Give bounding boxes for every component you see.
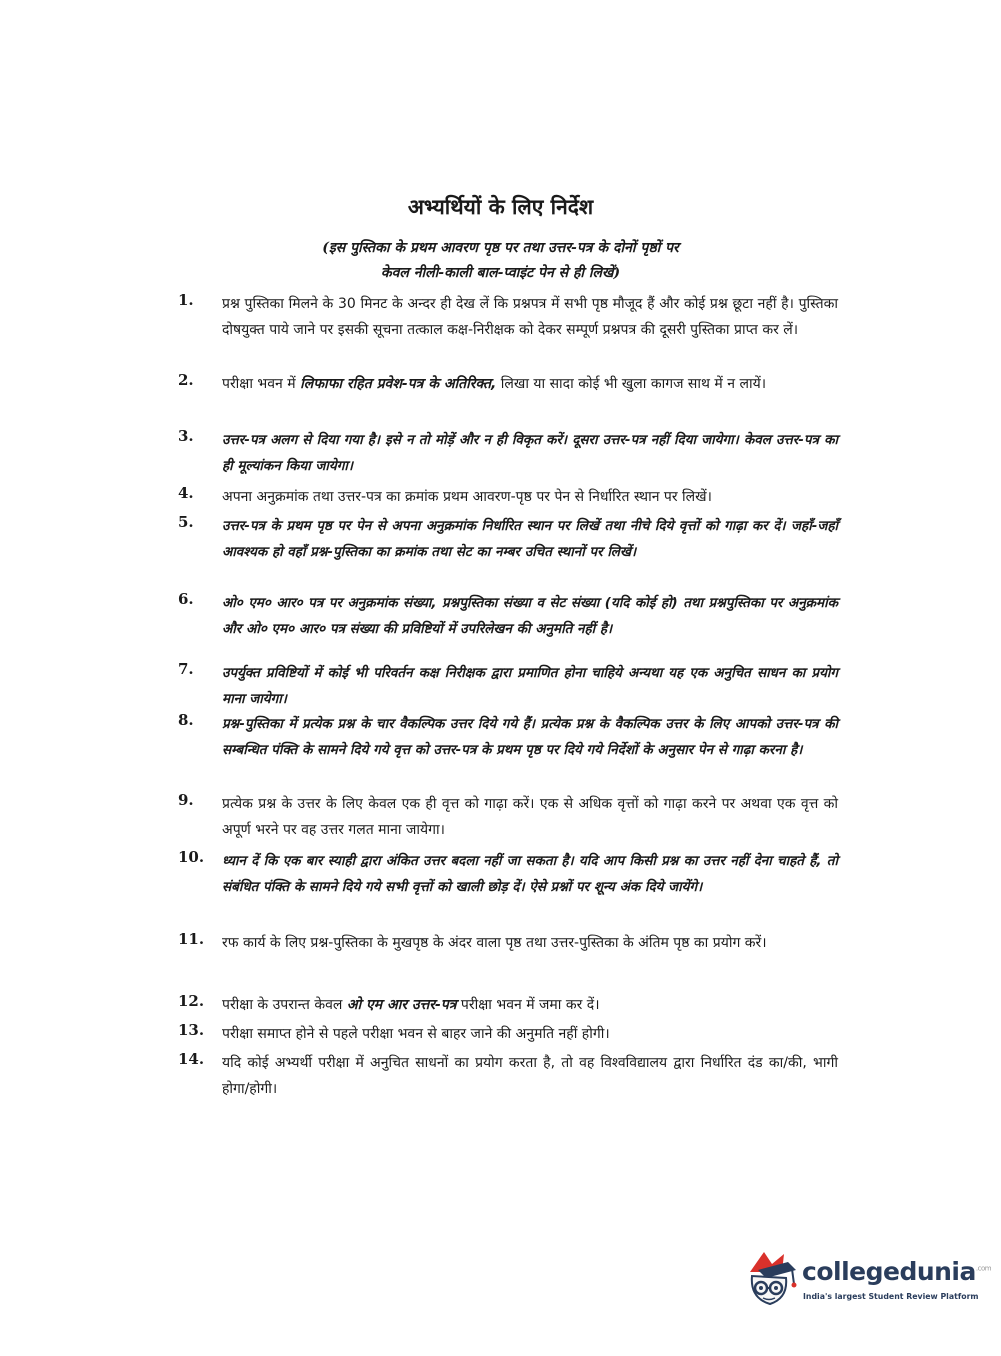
instruction-6 — [178, 590, 838, 642]
instruction-text: प्रत्येक प्रश्न के उत्तर के लिए केवल एक ही वृत्त को गाढ़ा करें। एक से अधिक वृत्तों को गाढ़ा करने पर अथवा एक वृत्त को अपूर्ण भरने पर वह उत्तर गलत माना जायेगा। — [222, 796, 838, 838]
instruction-number: 13. — [178, 1021, 205, 1039]
mascot-icon — [742, 1250, 798, 1310]
page-title: अभ्यर्थियों के लिए निर्देश — [407, 195, 594, 219]
instruction-emphasis: लिफाफा रहित प्रवेश-पत्र के अतिरिक्त, — [300, 376, 497, 392]
instruction-text: उत्तर-पत्र के प्रथम पृष्ठ पर पेन से अपना अनुक्रमांक निर्धारित स्थान पर लिखें तथा नीचे दिये वृत्तों को गाढ़ा कर दें। जहाँ-जहाँ आवश्यक हो वहाँ प्रश्न-पुस्तिका का क्रमांक तथा सेट का नम्बर उचित स्थानों पर लिखें। — [222, 518, 838, 560]
collegedunia-logo — [742, 1250, 992, 1310]
instruction-text — [222, 992, 838, 1018]
instruction-11 — [178, 930, 838, 956]
instruction-number: 14. — [178, 1050, 205, 1068]
instruction-1 — [178, 291, 838, 343]
instruction-12 — [178, 992, 838, 1018]
instruction-number: 8. — [178, 711, 194, 729]
instruction-text-part: परीक्षा के उपरान्त केवल — [222, 997, 347, 1013]
instruction-text — [222, 371, 838, 397]
logo-name-text: collegedunia — [802, 1257, 976, 1286]
instruction-number: 5. — [178, 513, 194, 531]
instruction-number: 6. — [178, 590, 194, 608]
instruction-number: 7. — [178, 660, 194, 678]
instruction-number: 4. — [178, 484, 194, 502]
instruction-13 — [178, 1021, 838, 1047]
instruction-emphasis: ओ एम आर उत्तर-पत्र — [346, 997, 457, 1013]
instruction-text: रफ कार्य के लिए प्रश्न-पुस्तिका के मुखपृष्ठ के अंदर वाला पृष्ठ तथा उत्तर-पुस्तिका के अंतिम पृष्ठ का प्रयोग करें। — [222, 935, 767, 951]
instruction-number: 2. — [178, 371, 194, 389]
instruction-number: 9. — [178, 791, 194, 809]
subtitle-line-2: केवल नीली-काली बाल-प्वाइंट पेन से ही लिखें) — [380, 265, 621, 281]
instruction-text: प्रश्न पुस्तिका मिलने के 30 मिनट के अन्दर ही देख लें कि प्रश्नपत्र में सभी पृष्ठ मौजूद हैं और कोई प्रश्न छूटा नहीं है। पुस्तिका दोषयुक्त पाये जाने पर इसकी सूचना तत्काल कक्ष-निरीक्षक को देकर सम्पूर्ण प्रश्नपत्र की दूसरी पुस्तिका प्राप्त कर लें। — [222, 296, 838, 338]
instruction-text: ध्यान दें कि एक बार स्याही द्वारा अंकित उत्तर बदला नहीं जा सकता है। यदि आप किसी प्रश्न का उत्तर नहीं देना चाहते हैं, तो संबंधित पंक्ति के सामने दिये गये सभी वृत्तों को खाली छोड़ दें। ऐसे प्रश्नों पर शून्य अंक दिये जायेंगे। — [222, 853, 838, 895]
page-subtitle — [0, 236, 1001, 286]
instruction-5 — [178, 513, 838, 565]
instruction-10 — [178, 848, 838, 900]
instruction-3 — [178, 427, 838, 479]
logo-tagline: India's largest Student Review Platform — [803, 1292, 979, 1301]
instruction-text-part: परीक्षा भवन में — [222, 376, 301, 392]
instruction-number: 3. — [178, 427, 194, 445]
instruction-4 — [178, 484, 838, 510]
instruction-text-part: लिखा या सादा कोई भी खुला कागज साथ में न लायें। — [496, 376, 767, 392]
instruction-2 — [178, 371, 838, 397]
instruction-text: उत्तर-पत्र अलग से दिया गया है। इसे न तो मोड़ें और न ही विकृत करें। दूसरा उत्तर-पत्र नहीं दिया जायेगा। केवल उत्तर-पत्र का ही मूल्यांकन किया जायेगा। — [222, 432, 838, 474]
instruction-number: 12. — [178, 992, 205, 1010]
logo-suffix: .com — [975, 1264, 992, 1273]
instruction-text: उपर्युक्त प्रविष्टियों में कोई भी परिवर्तन कक्ष निरीक्षक द्वारा प्रमाणित होना चाहिये अन्यथा यह एक अनुचित साधन का प्रयोग माना जायेगा। — [222, 665, 838, 707]
instruction-text-part: परीक्षा भवन में जमा कर दें। — [456, 997, 600, 1013]
logo-wordmark — [802, 1257, 991, 1286]
instruction-9 — [178, 791, 838, 843]
instruction-text: प्रश्न-पुस्तिका में प्रत्येक प्रश्न के चार वैकल्पिक उत्तर दिये गये हैं। प्रत्येक प्रश्न के वैकल्पिक उत्तर के लिए आपको उत्तर-पत्र की सम्बन्धित पंक्ति के सामने दिये गये वृत्त को उत्तर-पत्र के प्रथम पृष्ठ पर दिये गये निर्देशों के अनुसार पेन से गाढ़ा करना है। — [222, 716, 838, 758]
instruction-8 — [178, 711, 838, 763]
instruction-number: 1. — [178, 291, 194, 309]
instruction-7 — [178, 660, 838, 712]
instruction-number: 11. — [178, 930, 205, 948]
instruction-text: परीक्षा समाप्त होने से पहले परीक्षा भवन से बाहर जाने की अनुमति नहीं होगी। — [222, 1026, 610, 1042]
instruction-text: अपना अनुक्रमांक तथा उत्तर-पत्र का क्रमांक प्रथम आवरण-पृष्ठ पर पेन से निर्धारित स्थान पर लिखें। — [222, 489, 712, 505]
subtitle-line-1: (इस पुस्तिका के प्रथम आवरण पृष्ठ पर तथा उत्तर-पत्र के दोनों पृष्ठों पर — [322, 240, 679, 256]
instruction-text: ओ० एम० आर० पत्र पर अनुक्रमांक संख्या, प्रश्नपुस्तिका संख्या व सेट संख्या (यदि कोई हो) तथा प्रश्नपुस्तिका पर अनुक्रमांक और ओ० एम० आर० पत्र संख्या की प्रविष्टियों में उपरिलेखन की अनुमति नहीं है। — [222, 595, 838, 637]
instruction-text: यदि कोई अभ्यर्थी परीक्षा में अनुचित साधनों का प्रयोग करता है, तो वह विश्वविद्यालय द्वारा निर्धारित दंड का/की, भागी होगा/होगी। — [222, 1055, 838, 1097]
instruction-14 — [178, 1050, 838, 1102]
instruction-number: 10. — [178, 848, 205, 866]
